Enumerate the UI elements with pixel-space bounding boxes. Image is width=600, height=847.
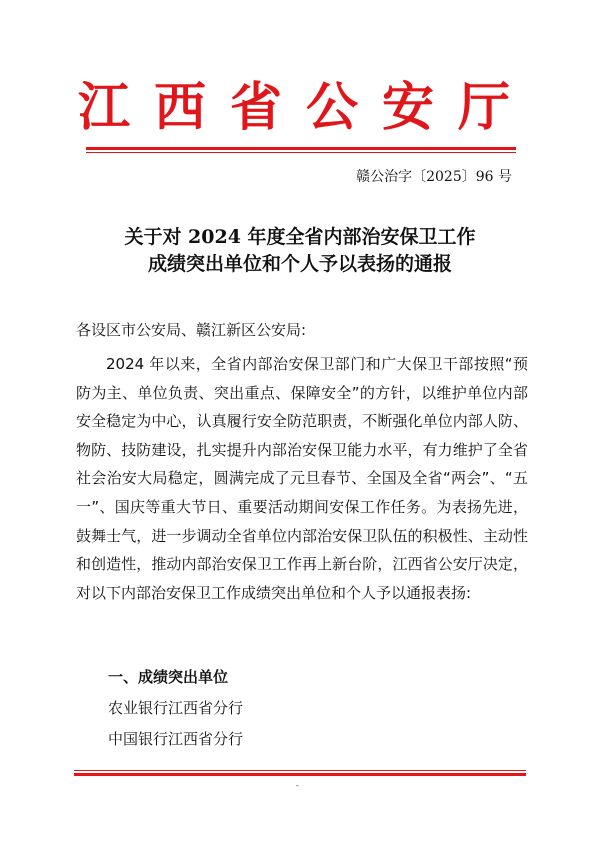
document-number: 赣公治字〔2025〕96 号 [356,169,512,185]
section-heading: 一、成绩突出单位 [108,668,229,686]
header-red-rule-thin [86,152,516,153]
issuer-header: 江西省公安厅 [77,77,534,138]
document-title [60,224,540,278]
unit-item: 中国银行江西省分行 [108,730,244,748]
body-paragraph: 2024 年以来，全省内部治安保卫部门和广大保卫干部按照“预防为主、单位负责、突出重点、保障安全”的方针，以维护单位内部安全稳定为中心，认真履行安全防范职责，不断强化单位内部人防、物防、技防建设，扎实提升内部治安保卫能力水平，有力维护了全省社会治安大局稳定，圆满完成了元旦春节、全国及全省“两会”、“五一”、国庆等重大节日、重要活动期间安保工作任务。为表扬先进，鼓舞士气，进一步调动全省单位内部治安保卫队伍的积极性、主动性和创造性，推动内部治安保卫工作再上新台阶，江西省公安厅决定，对以下内部治安保卫工作成绩突出单位和个人予以通报表扬: [76,355,528,602]
page-mark: - [296,781,299,790]
header-red-rule-thick [86,147,516,150]
document-title-line-2: 成绩突出单位和个人予以表扬的通报 [147,253,452,275]
footer-red-rule-thick [74,773,526,776]
unit-item: 农业银行江西省分行 [108,699,244,717]
salutation: 各设区市公安局、赣江新区公安局: [76,321,307,339]
footer-red-rule-thin [74,770,526,771]
document-title-line-1: 关于对 2024 年度全省内部治安保卫工作 [124,226,476,248]
